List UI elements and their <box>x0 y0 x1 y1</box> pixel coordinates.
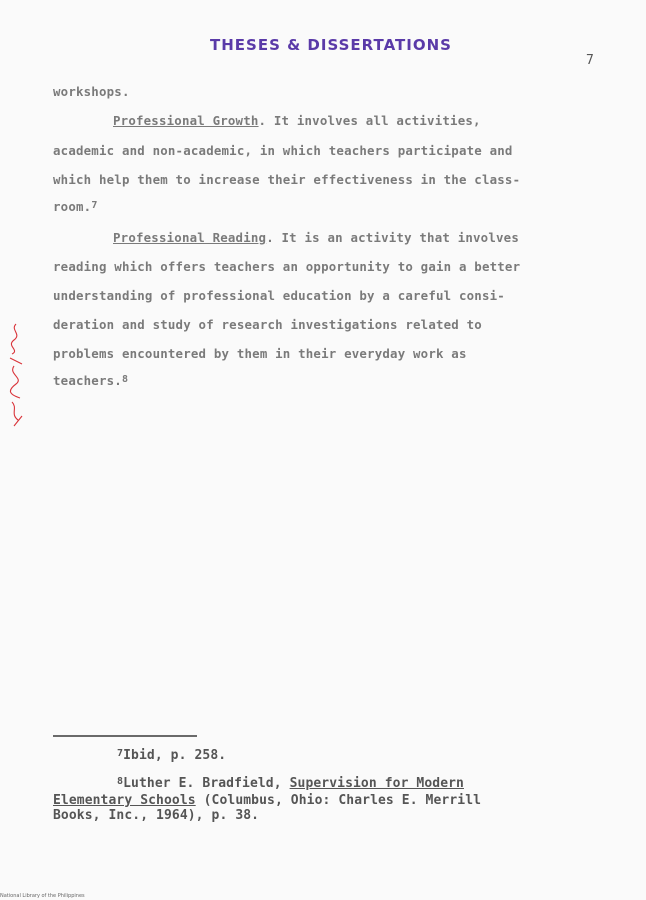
body-line: deration and study of research investigations related to <box>53 317 482 332</box>
handwritten-signature <box>4 320 28 430</box>
footnote-8-line: Elementary Schools (Columbus, Ohio: Charles E. Merrill <box>53 793 482 808</box>
page-number: 7 <box>586 53 594 68</box>
footnote-separator <box>53 735 197 737</box>
paragraph-professional-growth-line: Professional Growth. It involves all activities, <box>113 113 481 128</box>
footnote-ref-7: 7 <box>91 200 98 211</box>
heading-professional-reading: Professional Reading <box>113 230 267 245</box>
paragraph-professional-reading-line: Professional Reading. It is an activity that involves <box>113 230 519 245</box>
body-line: teachers.$^8$ <box>53 373 129 388</box>
body-line: reading which offers teachers an opportunity to gain a better <box>53 259 521 274</box>
footnote-ref-8: 8 <box>121 374 129 385</box>
body-line: problems encountered by them in their everyday work as <box>53 346 467 361</box>
footnote-7: $^7$Ibid, p. 258. <box>117 748 227 763</box>
library-footer: National Library of the Philippines <box>0 893 85 899</box>
heading-professional-growth: Professional Growth <box>113 113 259 128</box>
body-line: understanding of professional education by a careful consi- <box>53 288 505 303</box>
footnote-8-line: $^8$Luther E. Bradfield, Supervision for Modern <box>117 776 464 791</box>
body-line: which help them to increase their effectiveness in the class- <box>53 172 521 187</box>
body-line: academic and non-academic, in which teachers participate and <box>53 143 513 158</box>
footnote-8-line: Books, Inc., 1964), p. 38. <box>53 808 260 823</box>
theses-dissertations-stamp: THESES & DISSERTATIONS <box>210 36 452 54</box>
body-line: room.$^7$ <box>53 199 98 214</box>
body-line: workshops. <box>53 84 130 99</box>
